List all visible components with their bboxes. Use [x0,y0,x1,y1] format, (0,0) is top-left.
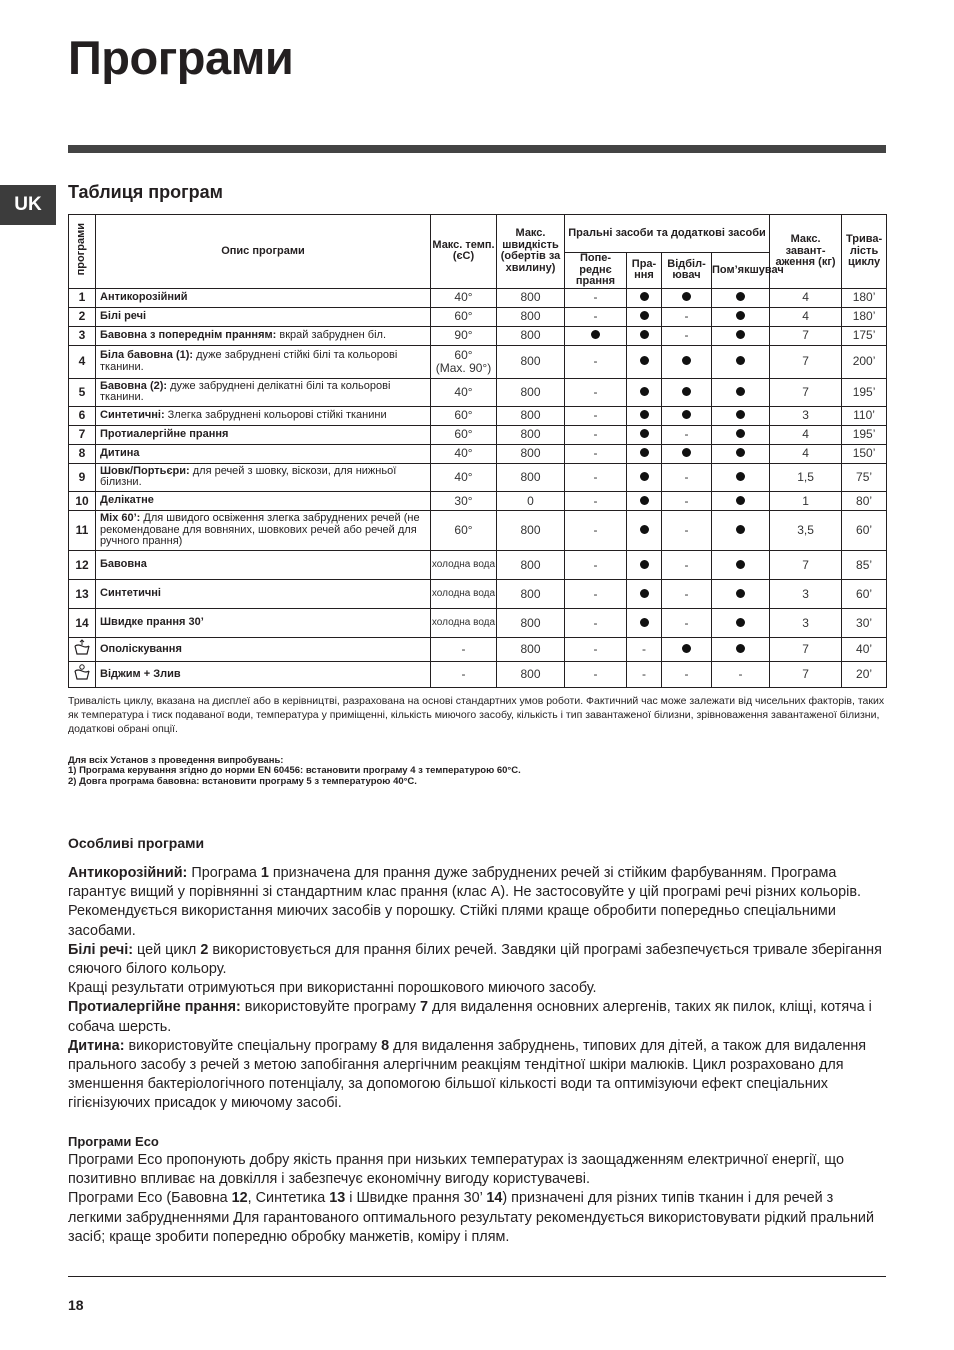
included-dot-icon [640,448,649,457]
wash-cell [627,326,662,345]
bleach-cell [662,345,712,378]
max-speed-cell: 800 [497,608,565,637]
max-speed-cell: 800 [497,345,565,378]
page-title: Програми [68,31,294,84]
program-name: Біла бавовна (1): [100,349,194,362]
program-name: Синтетичні [100,587,161,600]
prewash-cell: - [565,661,627,687]
program-detail: дуже забруднені делікатні білі та кольорові тканини. [100,379,391,404]
table-row [69,378,887,406]
included-dot-icon [682,356,691,365]
prewash-cell: - [565,425,627,444]
prewash-cell: - [565,345,627,378]
bleach-cell: - [662,550,712,579]
prewash-cell: - [565,510,627,550]
included-dot-icon [591,330,600,339]
included-dot-icon [736,292,745,301]
program-description [96,608,431,637]
softener-cell [712,288,770,307]
program-description [96,491,431,510]
included-dot-icon [640,356,649,365]
program-description [96,510,431,550]
program-name: Шовк/Портьєри: [100,464,190,477]
wash-cell [627,608,662,637]
bleach-cell: - [662,491,712,510]
softener-cell [712,345,770,378]
program-description [96,406,431,425]
temp-max-value: (Max. 90°) [435,360,492,375]
header-programs: програми [69,215,96,289]
max-load-cell: 3 [770,579,842,608]
max-load-cell: 3 [770,406,842,425]
included-dot-icon [640,330,649,339]
anti-paragraph: Антикорозійний: Програма 1 призначена для прання дуже забруднених речей зі стійким фарбуванням. Програма гарантує вищий у порівнянні зі стандартним клас прання (клас А). Не застосовуйте у цій програмі речі різних кольорів. Рекомендується використання миючих засобів у порошку. Стійкі плями краще обробити попередньо спеціальними засобами. [68,865,862,939]
bleach-cell: - [662,425,712,444]
bleach-cell: - [662,510,712,550]
table-row [69,345,887,378]
softener-cell [712,326,770,345]
softener-cell: - [712,661,770,687]
program-description [96,307,431,326]
duration-cell: 20’ [842,661,887,687]
program-detail: дуже забруднені стійкі білі та кольорові тканини. [100,349,398,373]
table-row [69,326,887,345]
temp-value: 60° [454,309,473,324]
page-number: 18 [68,1297,84,1313]
included-dot-icon [640,472,649,481]
max-speed-cell: 800 [497,378,565,406]
softener-cell [712,491,770,510]
prewash-cell: - [565,288,627,307]
eco-title: Програми Eco [68,1134,159,1149]
wash-cell [627,444,662,463]
program-number: 7 [69,425,96,444]
white-note: Кращі результати отримуються при використанні порошкового миючого засобу. [68,980,597,997]
max-temp-cell [431,444,497,463]
max-load-cell: 1,5 [770,463,842,491]
wash-cell [627,579,662,608]
max-temp-cell [431,378,497,406]
included-dot-icon [736,330,745,339]
table-row [69,550,887,579]
max-speed-cell: 800 [497,510,565,550]
temp-value: 40° [454,469,473,484]
max-speed-cell: 800 [497,288,565,307]
program-name: Бавовна [100,558,147,571]
program-number: 2 [69,307,96,326]
duration-cell: 200’ [842,345,887,378]
tests-title: Для всіх Установ з проведення випробувань: [68,755,284,766]
temp-value: - [461,642,466,657]
eco-paragraph-2: Програми Eco (Бавовна 12, Синтетика 13 і Швидке прання 30’ 14) призначені для різних типів тканин і для речей з легкими забрудненнями Для гарантованого оптимального результату рекомендується використовувати рідкий пральний засіб; краще зробити попередню обробку манжетів, коміру і плям. [68,1190,874,1245]
table-row [69,579,887,608]
program-detail: Для швидого освіження злегка забруднених речей (не рекомендоване для вовняних, шовкових речей або речей для ручного прання) [100,512,420,548]
header-max-load: Макс. завант-аження (кг) [770,215,842,289]
bleach-cell [662,406,712,425]
program-description [96,326,431,345]
table-row [69,307,887,326]
included-dot-icon [640,560,649,569]
duration-cell: 195’ [842,378,887,406]
included-dot-icon [736,429,745,438]
wash-cell [627,550,662,579]
program-number [69,637,96,661]
header-wash: Пра-ння [627,253,662,289]
program-number: 4 [69,345,96,378]
program-name: Делікатне [100,494,154,507]
max-speed-cell: 800 [497,550,565,579]
temp-value: холодна вода [431,616,496,628]
max-temp-cell [431,326,497,345]
max-load-cell: 7 [770,637,842,661]
included-dot-icon [736,560,745,569]
included-dot-icon [682,448,691,457]
softener-cell [712,463,770,491]
max-load-cell: 4 [770,307,842,326]
max-load-cell: 7 [770,661,842,687]
program-number: 14 [69,608,96,637]
included-dot-icon [736,496,745,505]
max-speed-cell: 800 [497,661,565,687]
max-load-cell: 3 [770,608,842,637]
table-row [69,463,887,491]
max-temp-cell [431,491,497,510]
temp-value: 60° [454,408,473,423]
duration-cell: 75’ [842,463,887,491]
prewash-cell: - [565,637,627,661]
max-speed-cell: 0 [497,491,565,510]
prewash-cell: - [565,378,627,406]
duration-cell: 180’ [842,307,887,326]
program-detail: вкрай забруднен біл. [276,328,386,341]
softener-cell [712,406,770,425]
special-programs-title: Особливі програми [68,835,205,851]
included-dot-icon [736,618,745,627]
bleach-cell: - [662,608,712,637]
max-temp-cell [431,550,497,579]
included-dot-icon [640,525,649,534]
temp-value: холодна вода [431,587,496,599]
prewash-cell: - [565,608,627,637]
baby-paragraph: Дитина: використовуйте спеціальну програму 8 для видалення забруднень, типових для дітей, а також для видалення прального засобу з речей з метою запобігання алергічним реакціям тендітної шкіри малюків. Цикл розраховано для зменшення бактеріологічного потенціалу, за допомогою більшої кількості води та оптимізуючи ефект спеціальних гігієнізуючих присадок у миючому засобі. [68,1037,867,1112]
table-row [69,637,887,661]
max-load-cell: 7 [770,345,842,378]
prewash-cell: - [565,491,627,510]
table-row [69,661,887,687]
duration-cell: 150’ [842,444,887,463]
included-dot-icon [640,618,649,627]
included-dot-icon [736,472,745,481]
program-number: 10 [69,491,96,510]
header-max-speed: Макс. швидкість (обертів за хвилину) [497,215,565,289]
max-temp-cell [431,579,497,608]
program-detail: для речей з шовку, віскози, для нижньої білизни. [100,464,397,489]
max-load-cell: 7 [770,378,842,406]
program-number: 13 [69,579,96,608]
bleach-cell: - [662,326,712,345]
program-name: Віджим + Злив [100,667,181,680]
program-name: Бавовна (2): [100,379,168,392]
duration-cell: 80’ [842,491,887,510]
included-dot-icon [736,387,745,396]
max-temp-cell [431,406,497,425]
program-number [69,661,96,687]
white-paragraph: Білі речі: цей цикл 2 використовується для прання білих речей. Завдяки цій програмі забезпечується тривале зберігання сяючого білого кольору. [68,941,882,978]
max-speed-cell: 800 [497,307,565,326]
bleach-cell [662,288,712,307]
footer-rule [68,1276,886,1277]
program-description [96,444,431,463]
test-2: 2) Довга програма бавовна: встановити програму 5 з температурою 40°C. [68,775,417,787]
prewash-cell: - [565,406,627,425]
duration-cell: 110’ [842,406,887,425]
bleach-cell [662,637,712,661]
program-description [96,425,431,444]
included-dot-icon [736,410,745,419]
included-dot-icon [736,356,745,365]
included-dot-icon [736,311,745,320]
softener-cell [712,307,770,326]
max-load-cell: 1 [770,491,842,510]
table-row [69,491,887,510]
table-row [69,510,887,550]
program-number: 12 [69,550,96,579]
program-name: Бавовна з попереднім пранням: [100,328,277,341]
rinse-icon [73,646,91,660]
max-temp-cell [431,637,497,661]
included-dot-icon [682,410,691,419]
table-body [69,288,887,687]
max-speed-cell: 800 [497,444,565,463]
wash-cell [627,288,662,307]
header-duration: Трива-лість циклу [842,215,887,289]
included-dot-icon [640,311,649,320]
max-speed-cell: 800 [497,463,565,491]
softener-cell [712,579,770,608]
included-dot-icon [640,292,649,301]
program-name: Mix 60’: [100,512,141,524]
program-name: Протиалергійне прання [100,427,229,440]
wash-cell [627,406,662,425]
header-detergents: Пральні засоби та додаткові засоби [565,215,770,253]
bleach-cell: - [662,307,712,326]
prewash-cell: - [565,307,627,326]
program-number: 3 [69,326,96,345]
temp-value: 90° [454,328,473,343]
bleach-cell [662,378,712,406]
prewash-cell: - [565,550,627,579]
max-load-cell: 4 [770,288,842,307]
program-description [96,463,431,491]
included-dot-icon [640,429,649,438]
table-row [69,608,887,637]
included-dot-icon [640,496,649,505]
temp-value: холодна вода [431,558,496,570]
program-number: 8 [69,444,96,463]
bleach-cell [662,444,712,463]
program-name: Ополіскування [100,642,182,655]
program-description [96,288,431,307]
max-speed-cell: 800 [497,579,565,608]
max-temp-cell [431,661,497,687]
max-speed-cell: 800 [497,406,565,425]
duration-note: Тривалість циклу, вказана на дисплеї або в керівництві, разрахована на основі стандартних умов роботи. Фактичний час може залежати від чисельних факторів, таких як температура і тиск подаваної води, температура у приміщенні, кількість миючого засобу, кількість і тип завантаженої білизни, зрівноваження завантаженої білизни, додаткові обрані опції. [68,695,885,735]
program-description [96,579,431,608]
softener-cell [712,425,770,444]
prewash-cell: - [565,463,627,491]
max-temp-cell [431,463,497,491]
included-dot-icon [736,589,745,598]
temp-value: 40° [454,290,473,305]
softener-cell [712,608,770,637]
program-table [68,214,887,688]
duration-cell: 60’ [842,579,887,608]
language-tab: UK [0,185,56,225]
temp-value: 60° [454,427,473,442]
max-temp-cell [431,510,497,550]
program-name: Синтетичні: [100,408,165,421]
softener-cell [712,378,770,406]
header-bleach: Відбіл-ювач [662,253,712,289]
eco-body [68,1151,886,1247]
duration-cell: 180’ [842,288,887,307]
header-description: Опис програми [96,215,431,289]
softener-cell [712,637,770,661]
program-number: 1 [69,288,96,307]
max-speed-cell: 800 [497,326,565,345]
test-institutes-note [68,756,886,787]
duration-cell: 195’ [842,425,887,444]
bleach-cell: - [662,463,712,491]
included-dot-icon [736,525,745,534]
program-number: 11 [69,510,96,550]
duration-cell: 175’ [842,326,887,345]
special-programs-body [68,864,888,1114]
max-speed-cell: 800 [497,637,565,661]
softener-cell [712,444,770,463]
table-row [69,425,887,444]
max-load-cell: 7 [770,326,842,345]
duration-cell: 30’ [842,608,887,637]
softener-cell [712,550,770,579]
program-description [96,378,431,406]
max-load-cell: 4 [770,425,842,444]
program-name: Антикорозійний [100,290,188,303]
header-prewash: Попе-реднє прання [565,253,627,289]
temp-value: - [461,667,466,682]
temp-value: 40° [454,384,473,399]
spin-drain-icon [73,671,91,685]
included-dot-icon [640,387,649,396]
program-description [96,637,431,661]
wash-cell [627,510,662,550]
included-dot-icon [682,387,691,396]
wash-cell [627,378,662,406]
prewash-cell: - [565,579,627,608]
temp-value: 40° [454,446,473,461]
wash-cell [627,307,662,326]
header-softener: Пом’якшувач [712,253,770,289]
table-row [69,444,887,463]
duration-cell: 85’ [842,550,887,579]
included-dot-icon [640,410,649,419]
program-number: 9 [69,463,96,491]
bleach-cell: - [662,579,712,608]
prewash-cell: - [565,444,627,463]
wash-cell: - [627,637,662,661]
program-detail: Злегка забруднені кольорові стійкі тканини [164,408,387,421]
temp-value: 30° [454,493,473,508]
included-dot-icon [736,644,745,653]
test-1: 1) Програма керування згідно до норми EN 60456: встановити програму 4 з температурою 60°C. [68,765,521,777]
max-load-cell: 4 [770,444,842,463]
temp-value: 60° [454,523,473,538]
program-description [96,661,431,687]
bleach-cell: - [662,661,712,687]
temp-value: 60° [454,348,473,363]
max-temp-cell [431,608,497,637]
table-row [69,406,887,425]
duration-cell: 40’ [842,637,887,661]
wash-cell [627,463,662,491]
program-name: Білі речі [100,309,147,322]
softener-cell [712,510,770,550]
wash-cell [627,491,662,510]
included-dot-icon [736,448,745,457]
max-temp-cell [431,345,497,378]
program-name: Швидке прання 30’ [100,616,204,629]
included-dot-icon [682,292,691,301]
included-dot-icon [682,644,691,653]
max-temp-cell [431,288,497,307]
program-number: 6 [69,406,96,425]
max-load-cell: 3,5 [770,510,842,550]
duration-cell: 60’ [842,510,887,550]
included-dot-icon [640,589,649,598]
max-temp-cell [431,307,497,326]
max-load-cell: 7 [770,550,842,579]
allergy-paragraph: Протиалергійне прання: використовуйте програму 7 для видалення основних алергенів, таких як пилок, кліщі, котяча і собача шерсть. [68,999,872,1035]
prewash-cell [565,326,627,345]
table-row [69,288,887,307]
program-description [96,550,431,579]
max-speed-cell: 800 [497,425,565,444]
program-number: 5 [69,378,96,406]
header-max-temp: Макс. темп. (єC) [431,215,497,289]
program-name: Дитина [100,446,140,459]
wash-cell: - [627,661,662,687]
wash-cell [627,425,662,444]
max-temp-cell [431,425,497,444]
title-rule [68,145,886,153]
program-description [96,345,431,378]
section-title: Таблиця програм [68,182,223,202]
eco-paragraph-1: Програми Eco пропонують добру якість прання при низьких температурах із заощадженням електричної енергії, що позитивно впливає на довкілля і забезпечує економічну вигоду користувачеві. [68,1152,844,1188]
wash-cell [627,345,662,378]
